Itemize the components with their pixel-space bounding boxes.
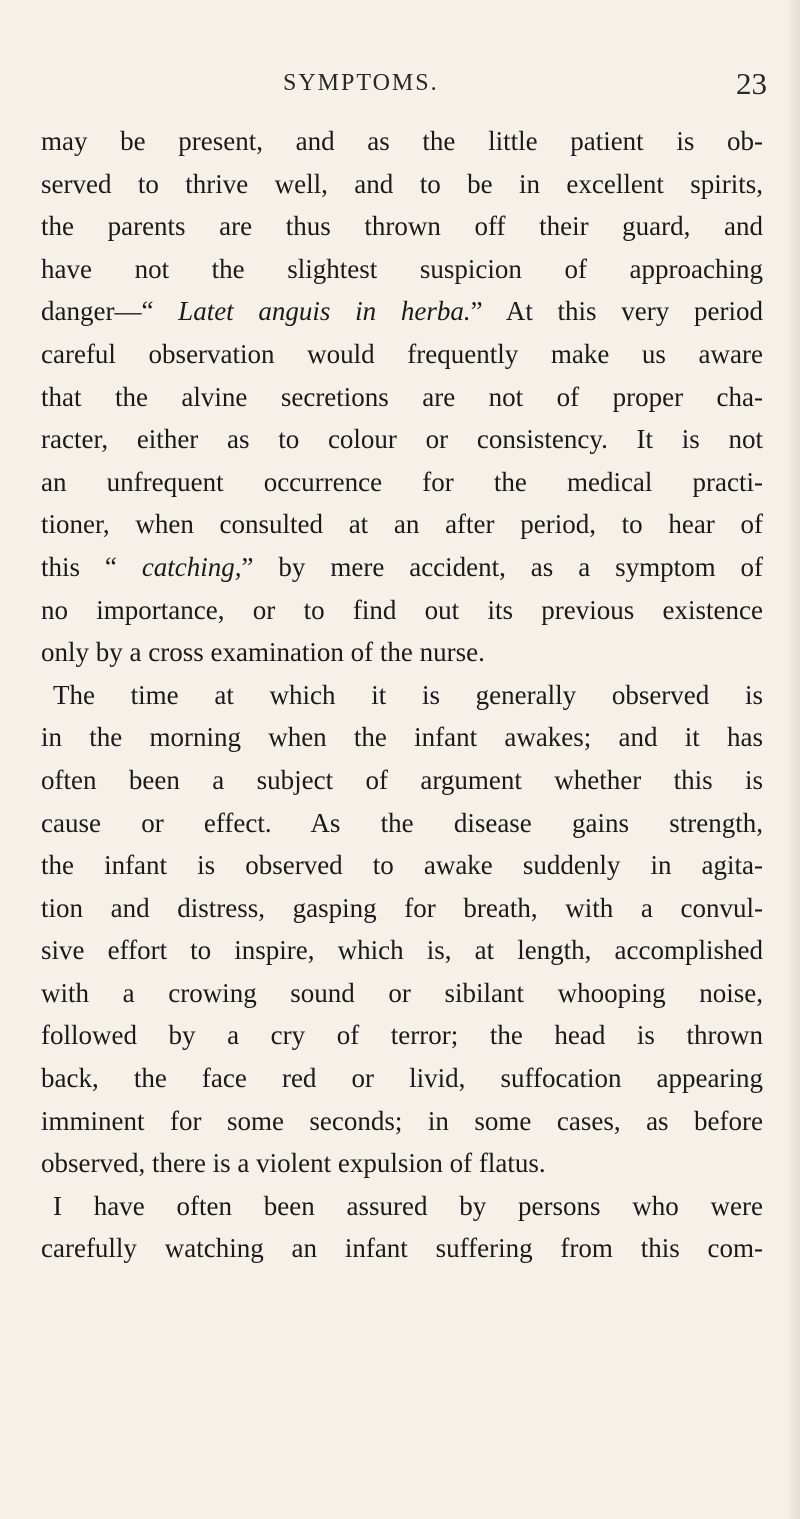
text-line: sive effort to inspire, which is, at length, accomplished [41,935,763,966]
text-line: danger—“ Latet anguis in herba.” At this very period [41,296,763,327]
text-line: have not the slightest suspicion of approaching [41,253,763,284]
text-line: with a crowing sound or sibilant whooping noise, [41,977,763,1008]
text-line: racter, either as to colour or consistency. It is not [41,424,763,455]
text-line: observed, there is a violent expulsion of flatus. [41,1148,546,1179]
text-line: followed by a cry of terror; the head is thrown [41,1020,763,1051]
text-line: the parents are thus thrown off their guard, and [41,211,763,242]
page-number: 23 [736,66,767,101]
text-line: carefully watching an infant suffering from this com- [41,1233,763,1264]
text-line: may be present, and as the little patient is ob- [41,126,763,156]
text-line: careful observation would frequently make us aware [41,338,763,369]
text-line: this “ catching,” by mere accident, as a symptom of [41,551,763,582]
text-line: served to thrive well, and to be in excellent spirits, [41,168,763,199]
page-edge-shadow [786,0,800,1519]
italic-phrase: Latet anguis in herba. [178,296,471,327]
text-line: imminent for some seconds; in some cases, as before [41,1105,763,1136]
text-line: I have often been assured by persons who were [53,1190,763,1221]
text-line: cause or effect. As the disease gains strength, [41,807,763,838]
text-line: an unfrequent occurrence for the medical practi- [41,466,763,497]
body-text [41,120,763,1270]
text-line: no importance, or to find out its previous existence [41,594,763,625]
text-line: only by a cross examination of the nurse. [41,637,485,668]
text-line: back, the face red or livid, suffocation appearing [41,1063,763,1094]
italic-phrase: catching, [141,551,242,582]
text-line: tion and distress, gasping for breath, with a convul- [41,892,763,923]
text-line: often been a subject of argument whether this is [41,764,763,795]
text-line: that the alvine secretions are not of proper cha- [41,381,763,412]
text-line: in the morning when the infant awakes; and it has [41,722,763,753]
text-line: The time at which it is generally observed is [53,679,763,710]
text-line: the infant is observed to awake suddenly in agita- [41,850,763,881]
running-head [0,66,800,110]
text-line: tioner, when consulted at an after period, to hear of [41,509,763,540]
running-title: SYMPTOMS. [283,70,439,96]
